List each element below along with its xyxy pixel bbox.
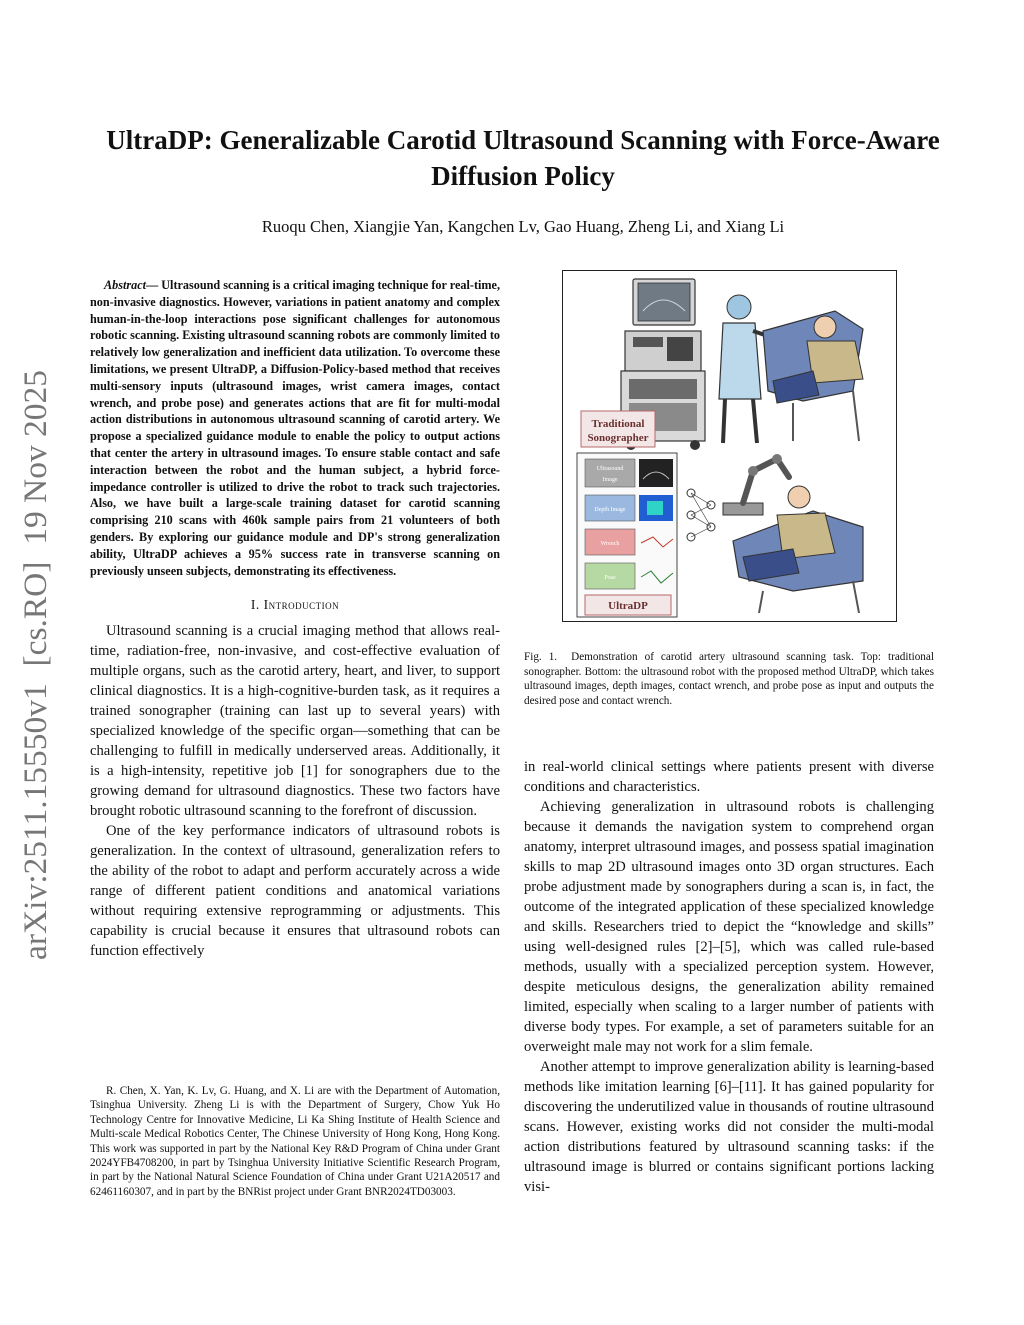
right-column — [524, 757, 934, 1197]
section-title: Introduction — [263, 597, 340, 613]
figure-1-caption — [524, 650, 934, 708]
depth-label: Depth Image — [594, 507, 626, 513]
pose-label: Pose — [604, 575, 616, 581]
wrench-label: Wrench — [600, 541, 620, 547]
abstract — [90, 277, 500, 579]
abstract-label: Abstract — [104, 278, 146, 292]
left-column — [90, 277, 500, 961]
affiliation-footnote: R. Chen, X. Yan, K. Lv, G. Huang, and X. Li are with the Department of Automation, Tsinghua University. Zheng Li is with the Department of Surgery, Chow Yuk Ho Technology Centre for Innovative Medicine, Li Ka Shing Institute of Health Science and Multi-scale Medical Robotics Center, The Chinese University of Hong Kong, Hong Kong. This work was supported in part by the National Key R&D Program of China under Grant 2024YFB4708200, in part by Tsinghua University Initiative Scientific Research Program, in part by the National Natural Science Foundation of China under Grant U21A20517 and 62461160307, and in part by the BNRist project under Grant BNR2024TD03003. — [90, 1085, 500, 1198]
intro-paragraph-2: One of the key performance indicators of ultrasound robots is generalization. In the context of ultrasound, generalization refers to the ability of the robot to adapt and perform accurately across a wide range of different patient conditions and anatomical variations without requiring extensive reprogramming or adjustments. This capability is crucial because it ensures that ultrasound robots can function effectively — [90, 823, 500, 960]
intro-paragraph-1: Ultrasound scanning is a crucial imaging method that allows real-time, radiation-free, non-invasive, and cost-effective evaluation of multiple organs, such as the carotid artery, heart, and liver, to support clinical diagnostics. It is a high-cognitive-burden task, as it requires a trained sonographer (training can last up to several years) with specialized knowledge of the specific organ—something that can be challenging to fulfill in medically underserved areas. Additionally, it is a high-intensity, repetitive job [1] for sonographers due to the growing demand for ultrasound diagnostics. These two factors have brought robotic ultrasound scanning to the forefront of discussion. — [90, 623, 500, 820]
ultrasound-label-1: Ultrasound — [596, 466, 624, 472]
ultradp-label: UltraDP — [608, 600, 648, 612]
section-heading-introduction — [90, 597, 500, 613]
network-diagram-icon — [687, 489, 715, 541]
author-list: Ruoqu Chen, Xiangjie Yan, Kangchen Lv, Gao Huang, Zheng Li, and Xiang Li — [261, 217, 785, 236]
ultrasound-label-2: Image — [602, 477, 618, 483]
figure-1-illustration — [563, 271, 896, 621]
right-paragraph-3: Another attempt to improve generalization ability is learning-based methods like imitation learning [6]–[11]. It has gained popularity for discovering the underutilized value in thousands of routine ultrasound scans. However, existing works did not consider the multi-modal action distributions featured by ultrasound scanning tasks: if the ultrasound image is blurred or contains significant portions lacking visi- — [524, 1059, 934, 1195]
right-paragraph-2: Achieving generalization in ultrasound robots is challenging because it demands the navigation system to comprehend organ anatomy, interpret ultrasound images, and possess spatial imagination skills to map 2D ultrasound images onto 3D organ structures. Each probe adjustment made by sonographers during a scan is, in fact, the outcome of the integrated application of these specialized knowledge and skills. Researchers tried to depict the “knowledge and skills” using well-designed rules [2]–[5], which was called rule-based methods, usually with a specialized perception system. However, despite meticulous designs, the generalization ability remained limited, especially when scaling to a larger number of patients with diverse body types. For example, a set of parameters suitable for an overweight male may not work for a slim female. — [524, 799, 934, 1055]
patient-chair-top — [763, 311, 863, 441]
paper-title: UltraDP: Generalizable Carotid Ultrasound Scanning with Force-Aware Diffusion Policy — [106, 125, 940, 191]
tag-line-1: Traditional — [591, 418, 645, 430]
tag-line-2: Sonographer — [587, 432, 649, 444]
abstract-text: — Ultrasound scanning is a critical imaging technique for real-time, non-invasive diagnostics. However, variations in patient anatomy and complex human-in-the-loop interactions pose significant challenges for autonomous robotic scanning. Existing ultrasound scanning robots are commonly limited to relatively low generalization and inefficient data utilization. To overcome these limitations, we present UltraDP, a Diffusion-Policy-based method that receives multi-sensory inputs (ultrasound images, wrist camera images, contact wrench, and probe pose) and generates actions that are fit for multi-modal action distributions in autonomous ultrasound scanning of carotid artery. We propose a specialized guidance module to enable the policy to output actions that center the artery in ultrasound images. To ensure stable contact and safe interaction between the robot and the human subject, a hybrid force-impedance controller is utilized to drive the robot to track such trajectories. Also, we have built a large-scale training dataset for carotid scanning comprising 210 scans with 460k sample pairs from 21 volunteers of both genders. By exploring our guidance module and DP's strong generalization ability, UltraDP achieves a 95% success rate in transverse scanning on previously unseen subjects, demonstrating its effectiveness. — [90, 278, 500, 578]
figure-1 — [562, 270, 897, 622]
section-number: I. — [250, 597, 264, 613]
arxiv-side-label — [6, 360, 58, 980]
caption-text: Demonstration of carotid artery ultrasound scanning task. Top: traditional sonographer. Bottom: the ultrasound robot with the proposed method UltraDP, which takes ultrasound images, depth images, contact wrench, and probe pose as input and outputs the desired pose and contact wrench. — [524, 651, 934, 707]
traditional-sonographer-tag — [581, 411, 655, 447]
robot-arm — [723, 454, 789, 515]
ultradp-tag — [585, 595, 671, 615]
arxiv-id-text: arXiv:2511.15550v1 [cs.RO] 19 Nov 2025 — [18, 378, 54, 960]
right-paragraph-1: in real-world clinical settings where patients present with diverse conditions and characteristics. — [524, 759, 934, 795]
caption-number: Fig. 1. — [524, 651, 558, 663]
